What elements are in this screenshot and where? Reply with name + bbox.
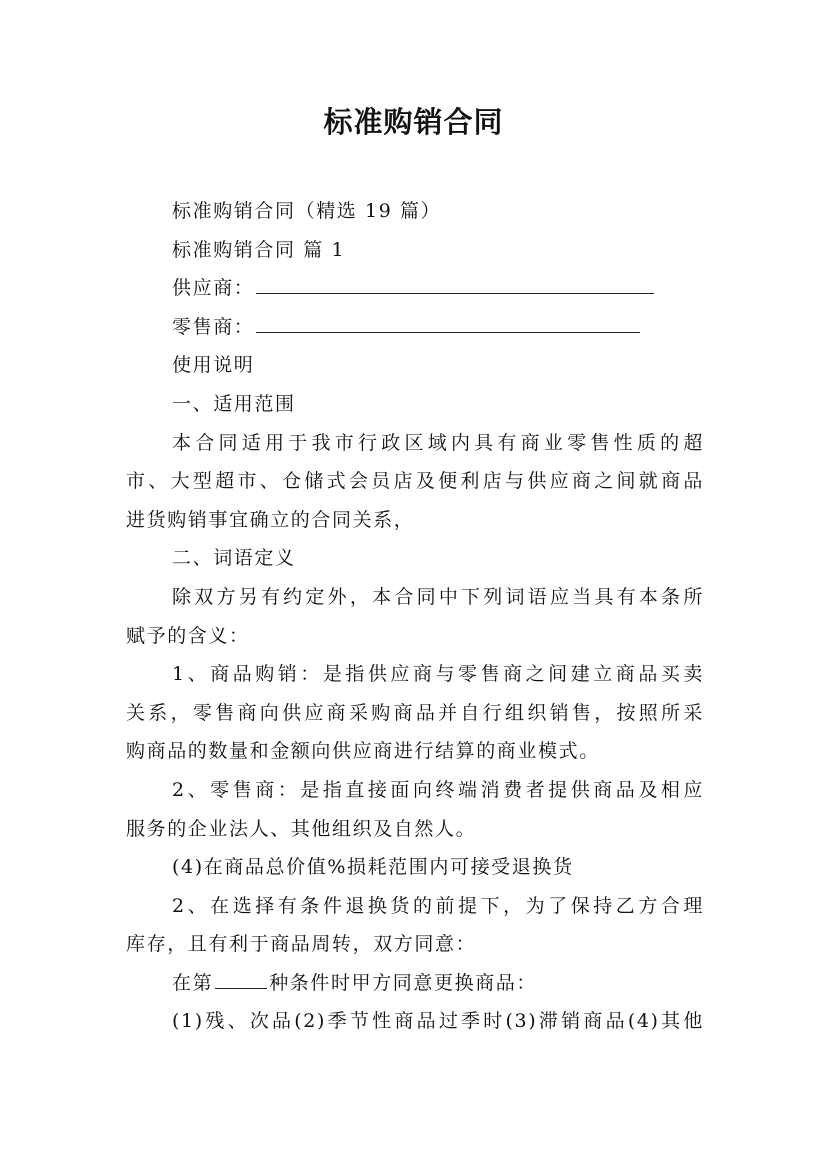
paragraph-line: 进货购销事宜确立的合同关系， — [126, 508, 415, 531]
paragraph-line: 库存，且有利于商品周转，双方同意： — [126, 933, 477, 956]
paragraph-line: 1、商品购销：是指供应商与零售商之间建立商品买卖 — [172, 663, 704, 686]
document-title: 标准购销合同 — [323, 105, 504, 139]
paragraph-line: 本合同适用于我市行政区域内具有商业零售性质的超 — [172, 431, 704, 454]
paragraph-line: 市、大型超市、仓储式会员店及便利店与供应商之间就商品 — [126, 470, 704, 493]
paragraph-line: 2、零售商：是指直接面向终端消费者提供商品及相应 — [172, 778, 704, 801]
paragraph-line: 赋予的含义： — [126, 624, 250, 647]
supplier-label: 供应商： — [172, 277, 255, 300]
retailer-blank — [256, 314, 640, 333]
condition-prefix: 在第 — [172, 971, 214, 994]
document-body — [126, 192, 704, 1041]
supplier-field — [126, 269, 704, 308]
definitions-heading: 二、词语定义 — [172, 547, 296, 570]
usage-heading: 使用说明 — [172, 354, 255, 377]
paragraph-line: (1)残、次品(2)季节性商品过季时(3)滞销商品(4)其他 — [172, 1010, 704, 1033]
section-heading: 标准购销合同 篇 1 — [172, 238, 346, 261]
paragraph-line: 除双方另有约定外，本合同中下列词语应当具有本条所 — [172, 585, 704, 608]
paragraph-line: (4)在商品总价值%损耗范围内可接受退换货 — [172, 856, 574, 879]
condition-blank — [215, 970, 267, 989]
subtitle-line: 标准购销合同（精选 19 篇） — [172, 200, 442, 222]
scope-heading: 一、适用范围 — [172, 392, 296, 415]
supplier-blank — [256, 275, 654, 294]
condition-suffix: 种条件时甲方同意更换商品： — [269, 971, 538, 994]
paragraph-line: 服务的企业法人、其他组织及自然人。 — [126, 817, 477, 840]
paragraph-line: 2、在选择有条件退换货的前提下，为了保持乙方合理 — [172, 894, 704, 917]
paragraph-line: 购商品的数量和金额向供应商进行结算的商业模式。 — [126, 740, 600, 763]
condition-line — [126, 964, 704, 1003]
paragraph-line: 关系，零售商向供应商采购商品并自行组织销售，按照所采 — [126, 701, 704, 724]
retailer-field — [126, 308, 704, 347]
retailer-label: 零售商： — [172, 315, 255, 338]
